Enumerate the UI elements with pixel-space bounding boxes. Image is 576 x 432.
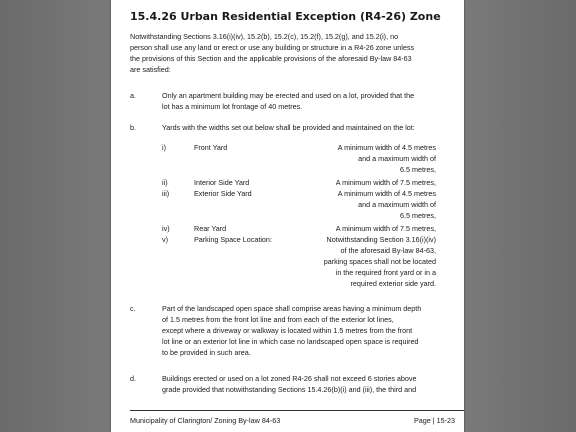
intro-line: Notwithstanding Sections 3.16(i)(iv), 15.2(b), 15.2(c), 15.2(f), 15.2(g), and 15.2(i), no [130, 32, 399, 41]
section-title: 15.4.26 Urban Residential Exception (R4-26) Zone [130, 10, 441, 23]
intro-line: person shall use any land or erect or use any building or structure in a R4-26 zone unless [130, 43, 415, 52]
viewer-background-right [464, 0, 576, 432]
yard-item-label: Front Yard [194, 143, 228, 152]
clause-d-line: grade provided that notwithstanding Sections 15.4.26(b)(i) and (iii), the third and [162, 385, 417, 394]
yard-item-value: A minimum width of 7.5 metres, [335, 224, 436, 233]
yard-item-value: and a maximum width of [358, 200, 436, 209]
yard-item-value: Notwithstanding Section 3.16(i)(iv) [326, 235, 436, 244]
clause-b-marker: b. [130, 123, 136, 132]
yard-item-value: A minimum width of 7.5 metres, [335, 178, 436, 187]
intro-line: are satisfied: [130, 65, 171, 74]
document-page [111, 0, 464, 432]
clause-c-line: to be provided in such area. [162, 348, 251, 357]
yard-item-value: A minimum width of 4.5 metres [337, 143, 436, 152]
clause-b-line: Yards with the widths set out below shall be provided and maintained on the lot: [162, 123, 415, 132]
yard-item-number: iii) [162, 189, 170, 198]
yard-item-label: Rear Yard [194, 224, 227, 233]
yard-item-value: required exterior side yard. [350, 279, 436, 288]
yard-item-number: i) [162, 143, 166, 152]
clause-a-line: Only an apartment building may be erected and used on a lot, provided that the [162, 91, 415, 100]
yard-item-value: A minimum width of 4.5 metres [337, 189, 436, 198]
intro-line: the provisions of this Section and the applicable provisions of the aforesaid By-law 84-63 [130, 54, 412, 63]
viewer-background-left [0, 0, 111, 432]
yard-item-value: parking spaces shall not be located [323, 257, 436, 266]
footer-document-name: Municipality of Clarington/ Zoning By-law 84-63 [130, 416, 281, 425]
clause-d-line: Buildings erected or used on a lot zoned R4-26 shall not exceed 6 stories above [162, 374, 417, 383]
clause-d-marker: d. [130, 374, 136, 383]
yard-item-value: of the aforesaid By-law 84-63, [340, 246, 436, 255]
yard-item-number: ii) [162, 178, 168, 187]
yard-item-value: and a maximum width of [358, 154, 436, 163]
clause-c-line: of 1.5 metres from the front lot line and from each of the exterior lot lines, [162, 315, 394, 324]
yard-item-label: Interior Side Yard [194, 178, 250, 187]
yard-item-number: iv) [162, 224, 170, 233]
footer-rule [130, 410, 464, 411]
yard-item-number: v) [162, 235, 168, 244]
clause-a-line: lot has a minimum lot frontage of 40 metres. [162, 102, 303, 111]
clause-c-line: except where a driveway or walkway is located within 1.5 metres from the front [162, 326, 413, 335]
clause-c-line: Part of the landscaped open space shall comprise areas having a minimum depth [162, 304, 422, 313]
footer-page-number: Page | 15-23 [413, 416, 455, 425]
yard-item-label: Exterior Side Yard [194, 189, 252, 198]
clause-a-marker: a. [130, 91, 136, 100]
yard-item-value: in the required front yard or in a [335, 268, 436, 277]
yard-item-label: Parking Space Location: [194, 235, 272, 244]
clause-c-line: lot line or an exterior lot line in which case no landscaped open space is required [162, 337, 419, 346]
yard-item-value: 6.5 metres, [400, 211, 436, 220]
yard-item-value: 6.5 metres, [400, 165, 436, 174]
clause-c-marker: c. [130, 304, 136, 313]
